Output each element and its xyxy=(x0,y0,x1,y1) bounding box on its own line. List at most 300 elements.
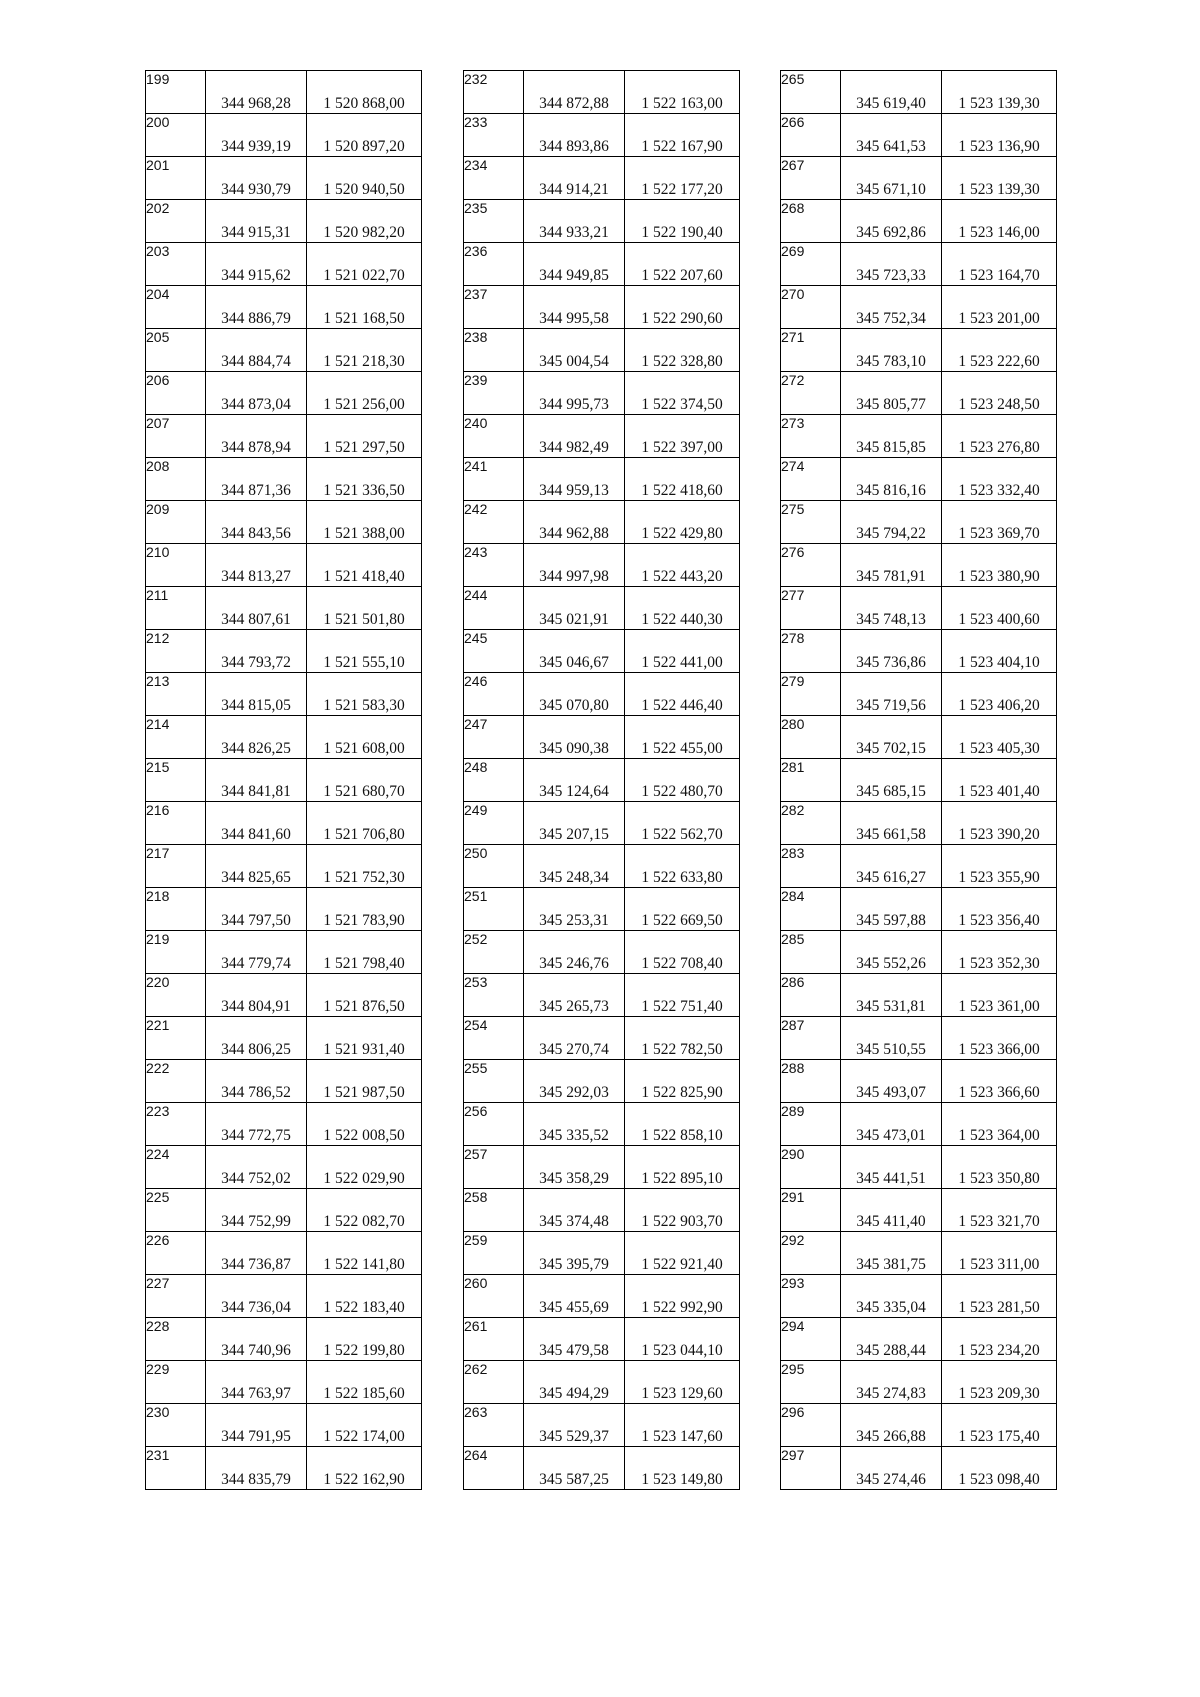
point-number-cell: 204 xyxy=(146,286,206,329)
y-coordinate-cell: 1 523 361,00 xyxy=(942,974,1057,1017)
y-coordinate-cell: 1 522 177,20 xyxy=(625,157,740,200)
coordinates-table-left xyxy=(145,70,422,1490)
y-coordinate-cell: 1 522 562,70 xyxy=(625,802,740,845)
x-coordinate-cell: 344 772,75 xyxy=(206,1103,307,1146)
point-number-cell: 261 xyxy=(464,1318,524,1361)
y-coordinate-cell: 1 522 858,10 xyxy=(625,1103,740,1146)
x-coordinate-cell: 345 815,85 xyxy=(841,415,942,458)
x-coordinate-cell: 345 124,64 xyxy=(524,759,625,802)
table-row xyxy=(146,243,422,286)
point-number-cell: 211 xyxy=(146,587,206,630)
table-row xyxy=(781,1275,1057,1318)
table-row xyxy=(781,1060,1057,1103)
x-coordinate-cell: 344 871,36 xyxy=(206,458,307,501)
table-row xyxy=(146,1404,422,1447)
point-number-cell: 249 xyxy=(464,802,524,845)
y-coordinate-cell: 1 521 583,30 xyxy=(307,673,422,716)
point-number-cell: 287 xyxy=(781,1017,841,1060)
table-row xyxy=(146,1146,422,1189)
table-row xyxy=(464,1275,740,1318)
table-row xyxy=(464,1017,740,1060)
point-number-cell: 202 xyxy=(146,200,206,243)
y-coordinate-cell: 1 523 149,80 xyxy=(625,1447,740,1490)
x-coordinate-cell: 344 949,85 xyxy=(524,243,625,286)
y-coordinate-cell: 1 523 356,40 xyxy=(942,888,1057,931)
point-number-cell: 250 xyxy=(464,845,524,888)
y-coordinate-cell: 1 522 167,90 xyxy=(625,114,740,157)
table-row xyxy=(464,888,740,931)
table-row xyxy=(146,974,422,1017)
point-number-cell: 264 xyxy=(464,1447,524,1490)
point-number-cell: 209 xyxy=(146,501,206,544)
y-coordinate-cell: 1 523 369,70 xyxy=(942,501,1057,544)
table-row xyxy=(464,71,740,114)
x-coordinate-cell: 344 826,25 xyxy=(206,716,307,759)
table-row xyxy=(781,544,1057,587)
point-number-cell: 239 xyxy=(464,372,524,415)
point-number-cell: 213 xyxy=(146,673,206,716)
x-coordinate-cell: 345 455,69 xyxy=(524,1275,625,1318)
table-row xyxy=(464,501,740,544)
y-coordinate-cell: 1 520 940,50 xyxy=(307,157,422,200)
table-row xyxy=(781,286,1057,329)
point-number-cell: 282 xyxy=(781,802,841,845)
point-number-cell: 255 xyxy=(464,1060,524,1103)
point-number-cell: 291 xyxy=(781,1189,841,1232)
x-coordinate-cell: 345 692,86 xyxy=(841,200,942,243)
x-coordinate-cell: 345 794,22 xyxy=(841,501,942,544)
x-coordinate-cell: 344 813,27 xyxy=(206,544,307,587)
table-row xyxy=(146,845,422,888)
coordinates-table-middle xyxy=(463,70,740,1490)
point-number-cell: 277 xyxy=(781,587,841,630)
y-coordinate-cell: 1 523 366,00 xyxy=(942,1017,1057,1060)
x-coordinate-cell: 345 736,86 xyxy=(841,630,942,673)
y-coordinate-cell: 1 522 633,80 xyxy=(625,845,740,888)
point-number-cell: 203 xyxy=(146,243,206,286)
x-coordinate-cell: 345 207,15 xyxy=(524,802,625,845)
x-coordinate-cell: 345 374,48 xyxy=(524,1189,625,1232)
table-row xyxy=(146,931,422,974)
x-coordinate-cell: 344 872,88 xyxy=(524,71,625,114)
point-number-cell: 199 xyxy=(146,71,206,114)
table-row xyxy=(146,802,422,845)
x-coordinate-cell: 344 997,98 xyxy=(524,544,625,587)
point-number-cell: 252 xyxy=(464,931,524,974)
y-coordinate-cell: 1 522 290,60 xyxy=(625,286,740,329)
point-number-cell: 220 xyxy=(146,974,206,1017)
point-number-cell: 265 xyxy=(781,71,841,114)
table-row xyxy=(146,501,422,544)
point-number-cell: 268 xyxy=(781,200,841,243)
table-row xyxy=(464,372,740,415)
x-coordinate-cell: 344 779,74 xyxy=(206,931,307,974)
x-coordinate-cell: 344 915,62 xyxy=(206,243,307,286)
x-coordinate-cell: 344 843,56 xyxy=(206,501,307,544)
y-coordinate-cell: 1 523 129,60 xyxy=(625,1361,740,1404)
table-row xyxy=(146,630,422,673)
point-number-cell: 243 xyxy=(464,544,524,587)
table-row xyxy=(146,1103,422,1146)
x-coordinate-cell: 345 685,15 xyxy=(841,759,942,802)
x-coordinate-cell: 345 335,52 xyxy=(524,1103,625,1146)
table-row xyxy=(146,1060,422,1103)
x-coordinate-cell: 345 004,54 xyxy=(524,329,625,372)
y-coordinate-cell: 1 522 669,50 xyxy=(625,888,740,931)
table-row xyxy=(781,458,1057,501)
y-coordinate-cell: 1 523 201,00 xyxy=(942,286,1057,329)
x-coordinate-cell: 345 616,27 xyxy=(841,845,942,888)
point-number-cell: 269 xyxy=(781,243,841,286)
x-coordinate-cell: 345 288,44 xyxy=(841,1318,942,1361)
y-coordinate-cell: 1 522 185,60 xyxy=(307,1361,422,1404)
point-number-cell: 206 xyxy=(146,372,206,415)
table-row xyxy=(464,544,740,587)
table-row xyxy=(464,630,740,673)
point-number-cell: 285 xyxy=(781,931,841,974)
table-row xyxy=(146,673,422,716)
y-coordinate-cell: 1 522 207,60 xyxy=(625,243,740,286)
table-row xyxy=(146,1447,422,1490)
table-row xyxy=(146,415,422,458)
x-coordinate-cell: 345 783,10 xyxy=(841,329,942,372)
coordinates-table-right xyxy=(780,70,1057,1490)
x-coordinate-cell: 344 815,05 xyxy=(206,673,307,716)
table-row xyxy=(781,1404,1057,1447)
point-number-cell: 230 xyxy=(146,1404,206,1447)
x-coordinate-cell: 345 335,04 xyxy=(841,1275,942,1318)
y-coordinate-cell: 1 522 782,50 xyxy=(625,1017,740,1060)
y-coordinate-cell: 1 523 175,40 xyxy=(942,1404,1057,1447)
y-coordinate-cell: 1 523 248,50 xyxy=(942,372,1057,415)
y-coordinate-cell: 1 523 164,70 xyxy=(942,243,1057,286)
point-number-cell: 296 xyxy=(781,1404,841,1447)
x-coordinate-cell: 344 804,91 xyxy=(206,974,307,1017)
table-row xyxy=(146,1189,422,1232)
point-number-cell: 286 xyxy=(781,974,841,1017)
point-number-cell: 295 xyxy=(781,1361,841,1404)
y-coordinate-cell: 1 522 374,50 xyxy=(625,372,740,415)
x-coordinate-cell: 345 805,77 xyxy=(841,372,942,415)
point-number-cell: 271 xyxy=(781,329,841,372)
y-coordinate-cell: 1 522 825,90 xyxy=(625,1060,740,1103)
table-row xyxy=(781,931,1057,974)
y-coordinate-cell: 1 521 706,80 xyxy=(307,802,422,845)
x-coordinate-cell: 345 395,79 xyxy=(524,1232,625,1275)
table-row xyxy=(781,1318,1057,1361)
y-coordinate-cell: 1 522 141,80 xyxy=(307,1232,422,1275)
y-coordinate-cell: 1 523 401,40 xyxy=(942,759,1057,802)
table-row xyxy=(781,974,1057,1017)
table-row xyxy=(781,759,1057,802)
table-row xyxy=(146,759,422,802)
table-row xyxy=(464,1232,740,1275)
x-coordinate-cell: 345 473,01 xyxy=(841,1103,942,1146)
table-row xyxy=(464,759,740,802)
y-coordinate-cell: 1 522 921,40 xyxy=(625,1232,740,1275)
point-number-cell: 251 xyxy=(464,888,524,931)
x-coordinate-cell: 345 494,29 xyxy=(524,1361,625,1404)
point-number-cell: 229 xyxy=(146,1361,206,1404)
y-coordinate-cell: 1 521 752,30 xyxy=(307,845,422,888)
y-coordinate-cell: 1 523 404,10 xyxy=(942,630,1057,673)
point-number-cell: 262 xyxy=(464,1361,524,1404)
table-row xyxy=(464,200,740,243)
y-coordinate-cell: 1 522 708,40 xyxy=(625,931,740,974)
y-coordinate-cell: 1 521 608,00 xyxy=(307,716,422,759)
y-coordinate-cell: 1 521 022,70 xyxy=(307,243,422,286)
point-number-cell: 281 xyxy=(781,759,841,802)
table-row xyxy=(464,974,740,1017)
table-row xyxy=(464,114,740,157)
table-row xyxy=(781,200,1057,243)
x-coordinate-cell: 345 070,80 xyxy=(524,673,625,716)
point-number-cell: 266 xyxy=(781,114,841,157)
point-number-cell: 207 xyxy=(146,415,206,458)
x-coordinate-cell: 345 292,03 xyxy=(524,1060,625,1103)
x-coordinate-cell: 345 090,38 xyxy=(524,716,625,759)
point-number-cell: 240 xyxy=(464,415,524,458)
y-coordinate-cell: 1 523 405,30 xyxy=(942,716,1057,759)
point-number-cell: 290 xyxy=(781,1146,841,1189)
table-row xyxy=(781,1232,1057,1275)
y-coordinate-cell: 1 520 897,20 xyxy=(307,114,422,157)
y-coordinate-cell: 1 522 199,80 xyxy=(307,1318,422,1361)
y-coordinate-cell: 1 522 443,20 xyxy=(625,544,740,587)
point-number-cell: 237 xyxy=(464,286,524,329)
x-coordinate-cell: 345 587,25 xyxy=(524,1447,625,1490)
point-number-cell: 280 xyxy=(781,716,841,759)
x-coordinate-cell: 344 786,52 xyxy=(206,1060,307,1103)
x-coordinate-cell: 345 671,10 xyxy=(841,157,942,200)
point-number-cell: 254 xyxy=(464,1017,524,1060)
point-number-cell: 288 xyxy=(781,1060,841,1103)
point-number-cell: 274 xyxy=(781,458,841,501)
y-coordinate-cell: 1 523 044,10 xyxy=(625,1318,740,1361)
y-coordinate-cell: 1 521 168,50 xyxy=(307,286,422,329)
y-coordinate-cell: 1 521 680,70 xyxy=(307,759,422,802)
table-row xyxy=(464,931,740,974)
y-coordinate-cell: 1 521 931,40 xyxy=(307,1017,422,1060)
point-number-cell: 208 xyxy=(146,458,206,501)
x-coordinate-cell: 344 886,79 xyxy=(206,286,307,329)
table-row xyxy=(781,1017,1057,1060)
x-coordinate-cell: 345 816,16 xyxy=(841,458,942,501)
table-row xyxy=(781,501,1057,544)
x-coordinate-cell: 345 493,07 xyxy=(841,1060,942,1103)
y-coordinate-cell: 1 522 008,50 xyxy=(307,1103,422,1146)
x-coordinate-cell: 344 791,95 xyxy=(206,1404,307,1447)
x-coordinate-cell: 345 266,88 xyxy=(841,1404,942,1447)
point-number-cell: 200 xyxy=(146,114,206,157)
y-coordinate-cell: 1 522 183,40 xyxy=(307,1275,422,1318)
y-coordinate-cell: 1 521 418,40 xyxy=(307,544,422,587)
x-coordinate-cell: 345 381,75 xyxy=(841,1232,942,1275)
point-number-cell: 245 xyxy=(464,630,524,673)
y-coordinate-cell: 1 521 987,50 xyxy=(307,1060,422,1103)
table-row xyxy=(781,1361,1057,1404)
x-coordinate-cell: 344 752,02 xyxy=(206,1146,307,1189)
x-coordinate-cell: 344 878,94 xyxy=(206,415,307,458)
table-row xyxy=(781,587,1057,630)
x-coordinate-cell: 345 748,13 xyxy=(841,587,942,630)
table-row xyxy=(146,544,422,587)
point-number-cell: 293 xyxy=(781,1275,841,1318)
y-coordinate-cell: 1 522 455,00 xyxy=(625,716,740,759)
point-number-cell: 233 xyxy=(464,114,524,157)
x-coordinate-cell: 345 411,40 xyxy=(841,1189,942,1232)
x-coordinate-cell: 344 835,79 xyxy=(206,1447,307,1490)
x-coordinate-cell: 345 021,91 xyxy=(524,587,625,630)
table-row xyxy=(781,630,1057,673)
point-number-cell: 238 xyxy=(464,329,524,372)
point-number-cell: 260 xyxy=(464,1275,524,1318)
table-row xyxy=(146,372,422,415)
point-number-cell: 236 xyxy=(464,243,524,286)
point-number-cell: 232 xyxy=(464,71,524,114)
x-coordinate-cell: 345 265,73 xyxy=(524,974,625,1017)
y-coordinate-cell: 1 523 355,90 xyxy=(942,845,1057,888)
x-coordinate-cell: 344 995,73 xyxy=(524,372,625,415)
y-coordinate-cell: 1 522 190,40 xyxy=(625,200,740,243)
y-coordinate-cell: 1 523 222,60 xyxy=(942,329,1057,372)
y-coordinate-cell: 1 522 992,90 xyxy=(625,1275,740,1318)
point-number-cell: 214 xyxy=(146,716,206,759)
x-coordinate-cell: 345 531,81 xyxy=(841,974,942,1017)
point-number-cell: 215 xyxy=(146,759,206,802)
table-row xyxy=(146,114,422,157)
x-coordinate-cell: 345 619,40 xyxy=(841,71,942,114)
x-coordinate-cell: 345 529,37 xyxy=(524,1404,625,1447)
table-row xyxy=(781,114,1057,157)
y-coordinate-cell: 1 521 798,40 xyxy=(307,931,422,974)
table-row xyxy=(464,458,740,501)
table-row xyxy=(464,286,740,329)
coordinates-table-body xyxy=(464,71,740,1490)
point-number-cell: 283 xyxy=(781,845,841,888)
x-coordinate-cell: 344 793,72 xyxy=(206,630,307,673)
x-coordinate-cell: 344 933,21 xyxy=(524,200,625,243)
table-row xyxy=(464,157,740,200)
x-coordinate-cell: 344 873,04 xyxy=(206,372,307,415)
x-coordinate-cell: 345 358,29 xyxy=(524,1146,625,1189)
table-row xyxy=(146,716,422,759)
y-coordinate-cell: 1 523 098,40 xyxy=(942,1447,1057,1490)
x-coordinate-cell: 345 253,31 xyxy=(524,888,625,931)
y-coordinate-cell: 1 522 480,70 xyxy=(625,759,740,802)
x-coordinate-cell: 345 597,88 xyxy=(841,888,942,931)
point-number-cell: 227 xyxy=(146,1275,206,1318)
table-row xyxy=(146,1361,422,1404)
table-row xyxy=(781,243,1057,286)
point-number-cell: 258 xyxy=(464,1189,524,1232)
y-coordinate-cell: 1 523 350,80 xyxy=(942,1146,1057,1189)
x-coordinate-cell: 344 884,74 xyxy=(206,329,307,372)
y-coordinate-cell: 1 521 388,00 xyxy=(307,501,422,544)
x-coordinate-cell: 344 915,31 xyxy=(206,200,307,243)
point-number-cell: 248 xyxy=(464,759,524,802)
point-number-cell: 257 xyxy=(464,1146,524,1189)
point-number-cell: 279 xyxy=(781,673,841,716)
table-row xyxy=(146,1232,422,1275)
x-coordinate-cell: 345 661,58 xyxy=(841,802,942,845)
y-coordinate-cell: 1 523 209,30 xyxy=(942,1361,1057,1404)
x-coordinate-cell: 345 719,56 xyxy=(841,673,942,716)
y-coordinate-cell: 1 523 281,50 xyxy=(942,1275,1057,1318)
x-coordinate-cell: 344 752,99 xyxy=(206,1189,307,1232)
y-coordinate-cell: 1 523 352,30 xyxy=(942,931,1057,974)
y-coordinate-cell: 1 523 406,20 xyxy=(942,673,1057,716)
point-number-cell: 235 xyxy=(464,200,524,243)
x-coordinate-cell: 345 046,67 xyxy=(524,630,625,673)
point-number-cell: 297 xyxy=(781,1447,841,1490)
point-number-cell: 259 xyxy=(464,1232,524,1275)
table-row xyxy=(781,1189,1057,1232)
point-number-cell: 263 xyxy=(464,1404,524,1447)
table-row xyxy=(464,673,740,716)
x-coordinate-cell: 345 441,51 xyxy=(841,1146,942,1189)
table-row xyxy=(781,329,1057,372)
table-row xyxy=(464,1447,740,1490)
y-coordinate-cell: 1 522 029,90 xyxy=(307,1146,422,1189)
point-number-cell: 217 xyxy=(146,845,206,888)
point-number-cell: 226 xyxy=(146,1232,206,1275)
x-coordinate-cell: 344 930,79 xyxy=(206,157,307,200)
table-row xyxy=(464,1189,740,1232)
x-coordinate-cell: 345 752,34 xyxy=(841,286,942,329)
x-coordinate-cell: 344 982,49 xyxy=(524,415,625,458)
table-row xyxy=(781,71,1057,114)
table-row xyxy=(146,200,422,243)
point-number-cell: 267 xyxy=(781,157,841,200)
table-row xyxy=(464,716,740,759)
point-number-cell: 201 xyxy=(146,157,206,200)
y-coordinate-cell: 1 522 751,40 xyxy=(625,974,740,1017)
x-coordinate-cell: 344 841,81 xyxy=(206,759,307,802)
y-coordinate-cell: 1 523 366,60 xyxy=(942,1060,1057,1103)
table-row xyxy=(781,1146,1057,1189)
y-coordinate-cell: 1 523 276,80 xyxy=(942,415,1057,458)
y-coordinate-cell: 1 521 555,10 xyxy=(307,630,422,673)
y-coordinate-cell: 1 523 139,30 xyxy=(942,157,1057,200)
coordinates-table-body xyxy=(146,71,422,1490)
point-number-cell: 272 xyxy=(781,372,841,415)
y-coordinate-cell: 1 523 234,20 xyxy=(942,1318,1057,1361)
table-row xyxy=(146,587,422,630)
point-number-cell: 294 xyxy=(781,1318,841,1361)
y-coordinate-cell: 1 522 163,00 xyxy=(625,71,740,114)
table-row xyxy=(146,1275,422,1318)
table-row xyxy=(464,1103,740,1146)
point-number-cell: 276 xyxy=(781,544,841,587)
y-coordinate-cell: 1 523 136,90 xyxy=(942,114,1057,157)
y-coordinate-cell: 1 522 328,80 xyxy=(625,329,740,372)
y-coordinate-cell: 1 522 429,80 xyxy=(625,501,740,544)
x-coordinate-cell: 344 968,28 xyxy=(206,71,307,114)
x-coordinate-cell: 345 510,55 xyxy=(841,1017,942,1060)
x-coordinate-cell: 344 797,50 xyxy=(206,888,307,931)
table-row xyxy=(464,1060,740,1103)
point-number-cell: 223 xyxy=(146,1103,206,1146)
x-coordinate-cell: 344 841,60 xyxy=(206,802,307,845)
x-coordinate-cell: 345 479,58 xyxy=(524,1318,625,1361)
x-coordinate-cell: 345 552,26 xyxy=(841,931,942,974)
x-coordinate-cell: 344 962,88 xyxy=(524,501,625,544)
x-coordinate-cell: 344 825,65 xyxy=(206,845,307,888)
x-coordinate-cell: 344 914,21 xyxy=(524,157,625,200)
x-coordinate-cell: 345 641,53 xyxy=(841,114,942,157)
x-coordinate-cell: 344 763,97 xyxy=(206,1361,307,1404)
